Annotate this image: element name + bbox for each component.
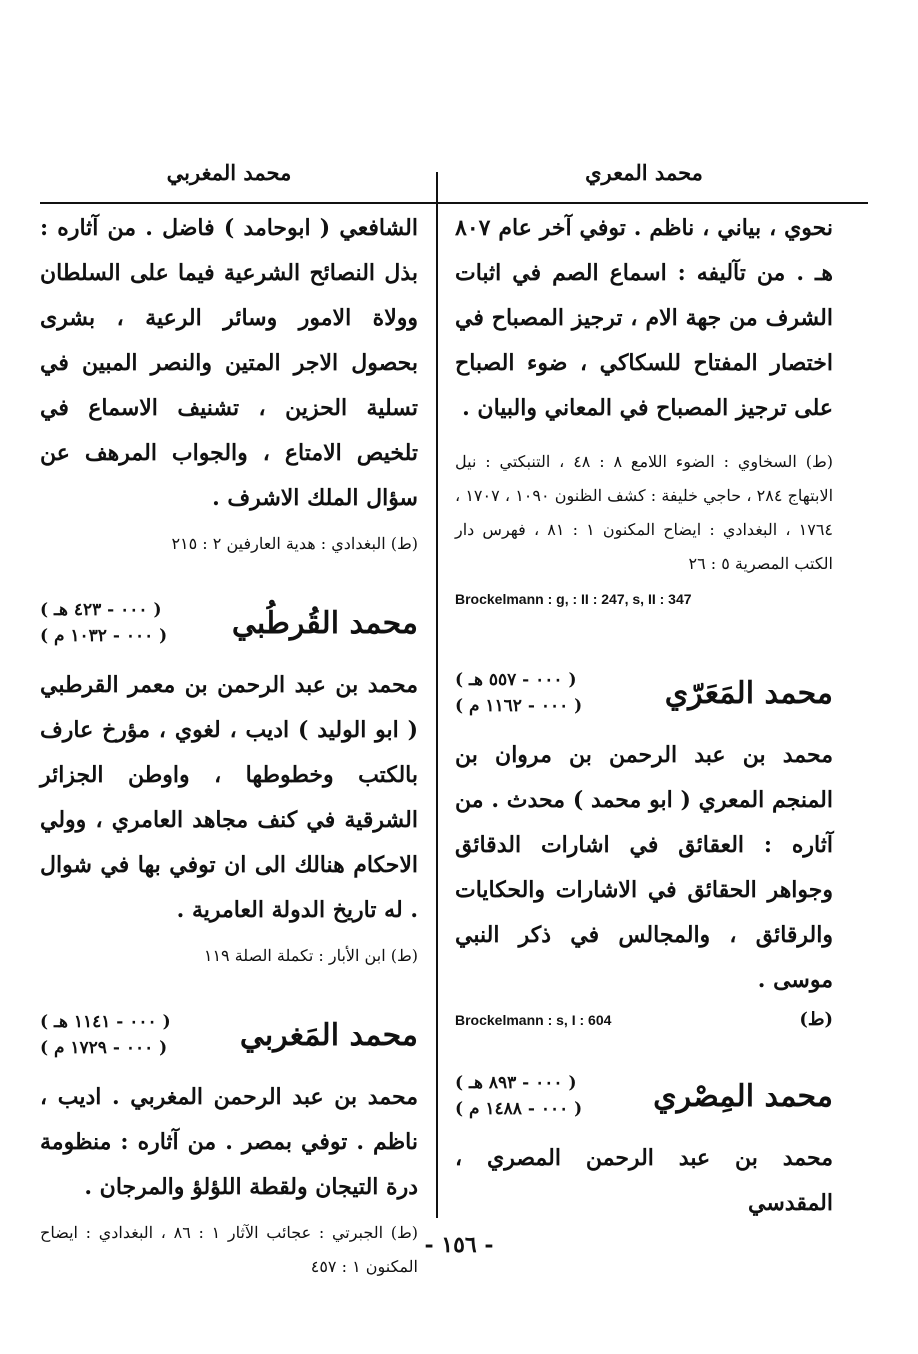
date-gregorian: ( ٠٠٠ - ١٤٨٨ م ) xyxy=(455,1099,583,1119)
latin-reference: Brockelmann : s, I : 604 xyxy=(455,1011,612,1028)
entry-dates xyxy=(455,667,582,719)
date-hijri: ( ٠٠٠ - ١١٤١ هـ ) xyxy=(40,1012,171,1032)
date-hijri: ( ٠٠٠ - ٤٢٣ هـ ) xyxy=(40,600,162,620)
continued-entry-text: الشافعي ( ابوحامد ) فاضل . من آثاره : بذل النصائح الشرعية فيما على السلطان وولاة الامور وسائر الرعية ، بشرى بحصول الاجر المتين والنصر المبين في تسلية الحزين ، تشنيف الاسماع في تلخيص الامتاع ، والجواب المرهف عن سؤال الملك الاشرف . xyxy=(40,215,418,511)
entry-text: محمد بن عبد الرحمن بن مروان بن المنجم المعري ( ابو محمد ) محدث . من آثاره : العقائق في اشارات الدقائق وجواهر الحقائق في الاشارات والحكايات والرقائق ، والمجالس في ذكر النبي موسى . xyxy=(455,742,833,993)
entry-text: محمد بن عبد الرحمن المغربي . اديب ، ناظم . توفي بمصر . من آثاره : منظومة درة التيجان ولقطة اللؤلؤ والمرجان . xyxy=(40,1084,418,1200)
date-hijri: ( ٠٠٠ - ٨٩٣ هـ ) xyxy=(455,1073,577,1093)
date-gregorian: ( ٠٠٠ - ١٧٢٩ م ) xyxy=(40,1038,168,1058)
entry-heading xyxy=(455,1070,833,1122)
continued-entry-text: نحوي ، بياني ، ناظم . توفي آخر عام ٨٠٧ هـ . من تآليفه : اسماع الصم في اثبات الشرف من جهة الام ، ترجيز المصباح في اختصار المفتاح للسكاكي ، ضوء الصباح على ترجيز المصباح في المعاني والبيان . xyxy=(455,215,833,421)
entry-reference: (ط) ابن الأبار : تكملة الصلة ١١٩ xyxy=(203,946,418,965)
entry-reference xyxy=(455,1009,833,1030)
left-column xyxy=(40,150,418,1284)
entry-name: محمد المِصْري xyxy=(653,1078,833,1114)
continued-entry-latin-reference: Brockelmann : g, : II : 247, s, II : 347 xyxy=(455,591,692,607)
entry-dates xyxy=(40,597,167,649)
reference-label: (ط) xyxy=(799,1009,833,1030)
date-gregorian: ( ٠٠٠ - ١٠٣٢ م ) xyxy=(40,626,168,646)
right-column xyxy=(455,150,833,1226)
column-divider xyxy=(436,172,438,1218)
entry-text: محمد بن عبد الرحمن المصري ، المقدسي xyxy=(455,1145,833,1216)
date-gregorian: ( ٠٠٠ - ١١٦٢ م ) xyxy=(455,696,583,716)
entry-text: محمد بن عبد الرحمن بن معمر القرطبي ( ابو الوليد ) اديب ، لغوي ، مؤرخ عارف بالكتب وخطوطها ، واوطن الجزائر الشرقية في كنف مجاهد العامري ، وولي الاحكام هنالك الى ان توفي بها في شوال . له تاريخ الدولة العامرية . xyxy=(40,672,418,923)
right-running-header: محمد المعري xyxy=(585,160,703,185)
entry-name: محمد المَغربي xyxy=(239,1017,418,1053)
entry-dates xyxy=(455,1070,582,1122)
entry-dates xyxy=(40,1009,171,1061)
entry-heading xyxy=(40,597,418,649)
entry-heading xyxy=(455,667,833,719)
date-hijri: ( ٠٠٠ - ٥٥٧ هـ ) xyxy=(455,670,577,690)
left-running-header: محمد المغربي xyxy=(166,160,292,185)
entry-name: محمد المَعَرّي xyxy=(664,675,833,711)
entry-reference: (ط) الجبرتي : عجائب الآثار ١ : ٨٦ ، البغدادي : ايضاح المكنون ١ : ٤٥٧ xyxy=(40,1223,419,1276)
entry-name: محمد القُرطُبي xyxy=(231,605,418,641)
continued-entry-references: (ط) السخاوي : الضوء اللامع ٨ : ٤٨ ، التنبكتي : نيل الابتهاج ٢٨٤ ، حاجي خليفة : كشف الظنون ١٠٩٠ ، ١٧٠٧ ، ١٧٦٤ ، البغدادي : ايضاح المكنون ١ : ٨١ ، فهرس دار الكتب المصرية ٥ : ٢٦ xyxy=(455,452,834,573)
continued-entry-reference: (ط) البغدادي : هدية العارفين ٢ : ٢١٥ xyxy=(171,534,418,553)
page-number: - ١٥٦ - xyxy=(424,1232,494,1258)
entry-heading xyxy=(40,1009,418,1061)
